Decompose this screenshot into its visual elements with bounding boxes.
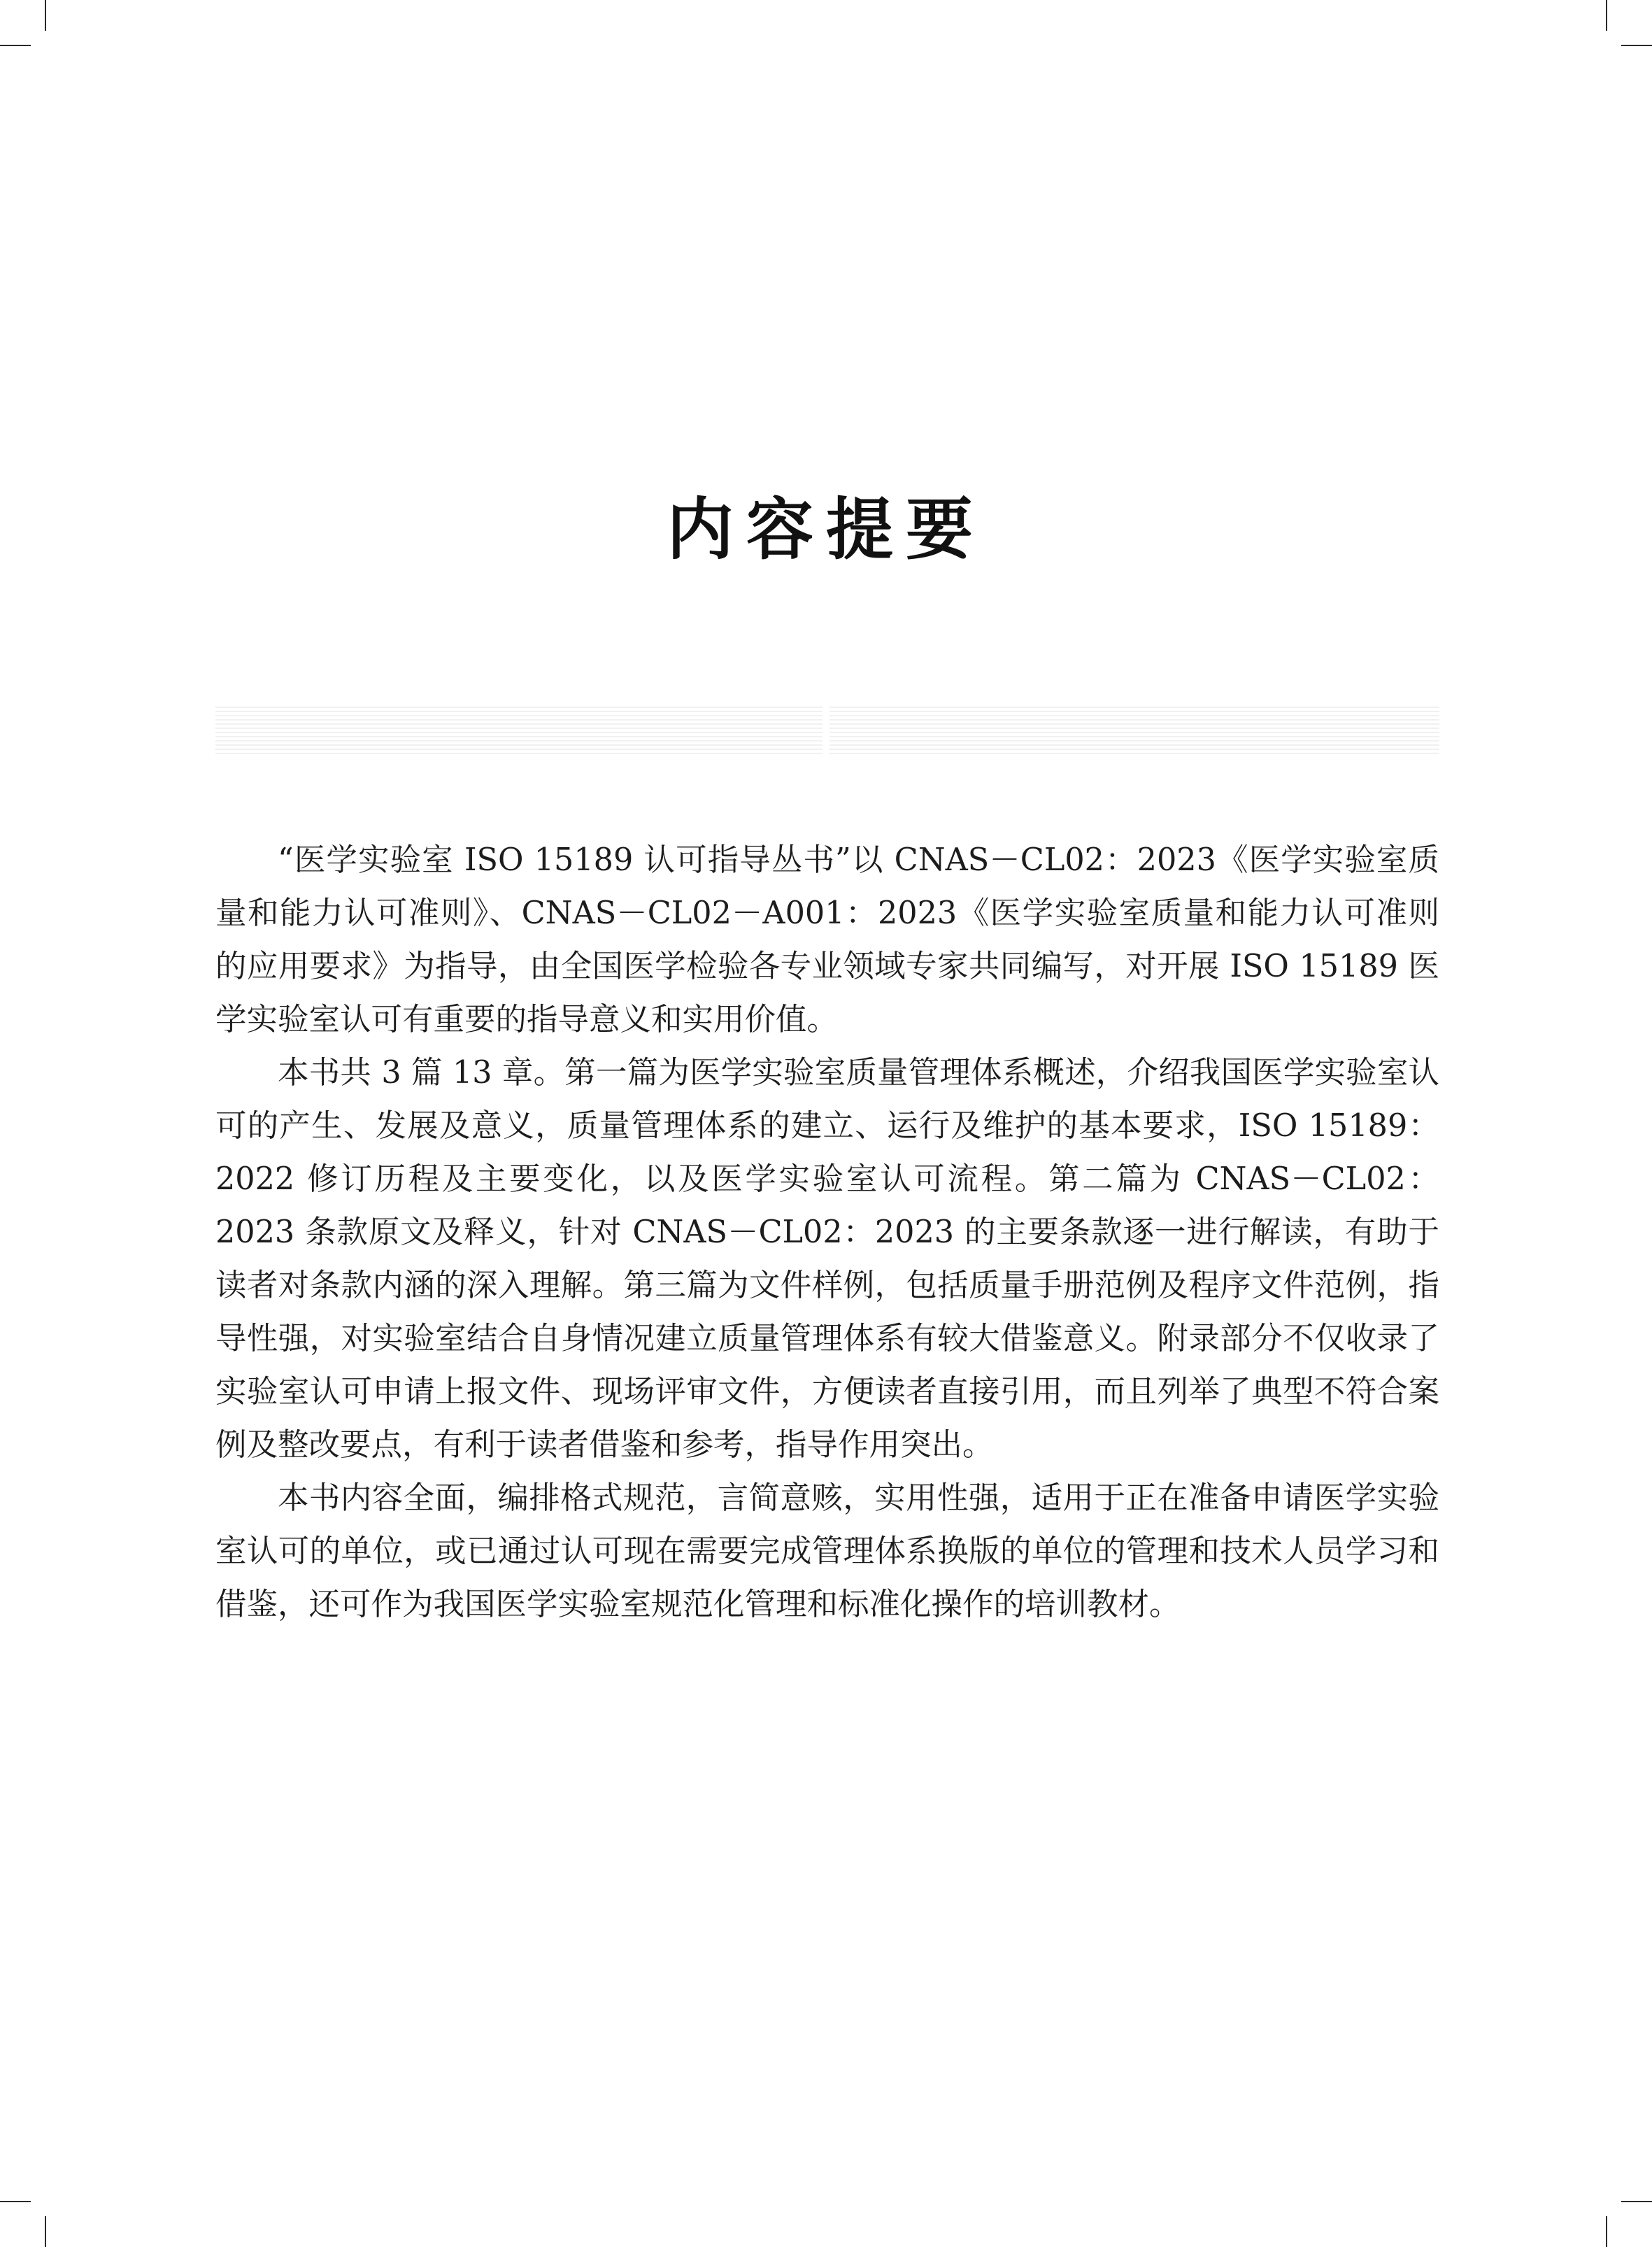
decorative-band-right — [829, 707, 1439, 754]
crop-mark-bottom-left-horizontal — [0, 2201, 31, 2202]
summary-body — [215, 834, 1439, 1631]
summary-paragraph-3: 本书内容全面，编排格式规范，言简意赅，实用性强，适用于正在准备申请医学实验室认可的单位，或已通过认可现在需要完成管理体系换版的单位的管理和技术人员学习和借鉴，还可作为我国医学实验室规范化管理和标准化操作的培训教材。 — [215, 1480, 1439, 1622]
summary-paragraph-1: “医学实验室 ISO 15189 认可指导丛书”以 CNAS－CL02：2023《医学实验室质量和能力认可准则》、CNAS－CL02－A001：2023《医学实验室质量和能力认可准则的应用要求》为指导，由全国医学检验各专业领域专家共同编写，对开展 ISO 15189 医学实验室认可有重要的指导意义和实用价值。 — [215, 842, 1439, 1037]
decorative-band-left — [215, 707, 823, 754]
crop-mark-top-left-horizontal — [0, 45, 31, 46]
crop-mark-bottom-left-vertical — [45, 2216, 46, 2247]
summary-paragraph-2: 本书共 3 篇 13 章。第一篇为医学实验室质量管理体系概述，介绍我国医学实验室认可的产生、发展及意义，质量管理体系的建立、运行及维护的基本要求，ISO 15189：2022 修订历程及主要变化，以及医学实验室认可流程。第二篇为 CNAS－CL02：2023 条款原文及释义，针对 CNAS－CL02：2023 的主要条款逐一进行解读，有助于读者对条款内涵的深入理解。第三篇为文件样例，包括质量手册范例及程序文件范例，指导性强，对实验室结合自身情况建立质量管理体系有较大借鉴意义。附录部分不仅收录了实验室认可申请上报文件、现场评审文件，方便读者直接引用，而且列举了典型不符合案例及整改要点，有利于读者借鉴和参考，指导作用突出。 — [215, 1055, 1439, 1463]
crop-mark-top-right-horizontal — [1621, 45, 1652, 46]
page-title: 内容提要 — [667, 490, 985, 569]
crop-mark-top-right-vertical — [1606, 0, 1607, 31]
crop-mark-bottom-right-horizontal — [1621, 2201, 1652, 2202]
crop-mark-top-left-vertical — [45, 0, 46, 31]
crop-mark-bottom-right-vertical — [1606, 2216, 1607, 2247]
